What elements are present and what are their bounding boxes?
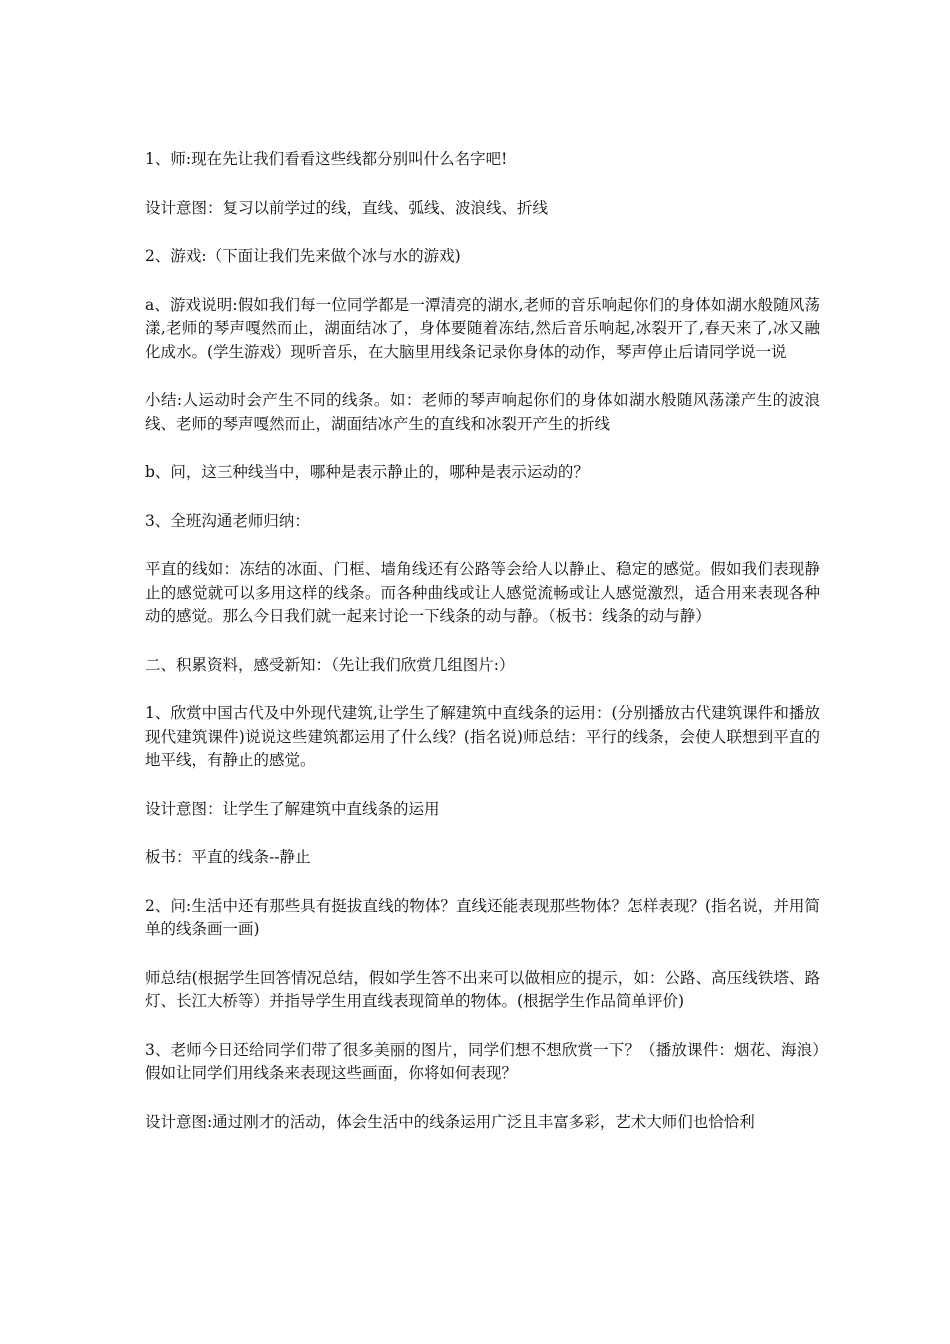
- document-body: [145, 148, 820, 1159]
- paragraph-14: 师总结(根据学生回答情况总结，假如学生答不出来可以做相应的提示，如：公路、高压线铁塔、路灯、长江大桥等）并指导学生用直线表现简单的物体。(根据学生作品简单评价): [145, 968, 820, 1010]
- paragraph-13: 2、问:生活中还有那些具有挺拔直线的物体？直线还能表现那些物体？怎样表现？(指名说，并用简单的线条画一画): [145, 896, 820, 938]
- paragraph-8: 平直的线如：冻结的冰面、门框、墙角线还有公路等会给人以静止、稳定的感觉。假如我们表现静止的感觉就可以多用这样的线条。而各种曲线或让人感觉流畅或让人感觉激烈，适合用来表现各种动的感觉。那么今日我们就一起来讨论一下线条的动与静。（板书：线条的动与静）: [145, 560, 820, 625]
- paragraph-4: a、游戏说明:假如我们每一位同学都是一潭清亮的湖水,老师的音乐响起你们的身体如湖水般随风荡漾,老师的琴声嘎然而止，湖面结冰了，身体要随着冻结,然后音乐响起,冰裂开了,春天来了,冰又融化成水。(学生游戏）现听音乐，在大脑里用线条记录你身体的动作，琴声停止后请同学说一说: [145, 295, 820, 361]
- paragraph-7: 3、全班沟通老师归纳：: [145, 511, 310, 530]
- paragraph-11: 设计意图：让学生了解建筑中直线条的运用: [145, 799, 440, 818]
- paragraph-1: 1、师:现在先让我们看看这些线都分别叫什么名字吧!: [145, 150, 508, 168]
- paragraph-2: 设计意图：复习以前学过的线，直线、弧线、波浪线、折线: [145, 198, 549, 217]
- paragraph-6: b、问，这三种线当中，哪种是表示静止的，哪种是表示运动的？: [145, 463, 589, 481]
- paragraph-10: 1、欣赏中国古代及中外现代建筑,让学生了解建筑中直线条的运用：(分别播放古代建筑课件和播放现代建筑课件)说说这些建筑都运用了什么线？(指名说)师总结：平行的线条，会使人联想到平直的地平线，有静止的感觉。: [145, 704, 820, 769]
- paragraph-16: 设计意图:通过刚才的活动，体会生活中的线条运用广泛且丰富多彩，艺术大师们也恰恰利: [145, 1112, 755, 1131]
- paragraph-9: 二、积累资料，感受新知：（先让我们欣赏几组图片:）: [145, 655, 515, 674]
- paragraph-3: 2、游戏:（下面让我们先来做个冰与水的游戏): [145, 247, 461, 265]
- paragraph-15: 3、老师今日还给同学们带了很多美丽的图片，同学们想不想欣赏一下？（播放课件：烟花、海浪）假如让同学们用线条来表现这些画面，你将如何表现？: [145, 1040, 820, 1082]
- paragraph-12: 板书：平直的线条--静止: [145, 848, 311, 866]
- paragraph-5: 小结:人运动时会产生不同的线条。如：老师的琴声响起你们的身体如湖水般随风荡漾产生的波浪线、老师的琴声嘎然而止，湖面结冰产生的直线和冰裂开产生的折线: [145, 391, 820, 433]
